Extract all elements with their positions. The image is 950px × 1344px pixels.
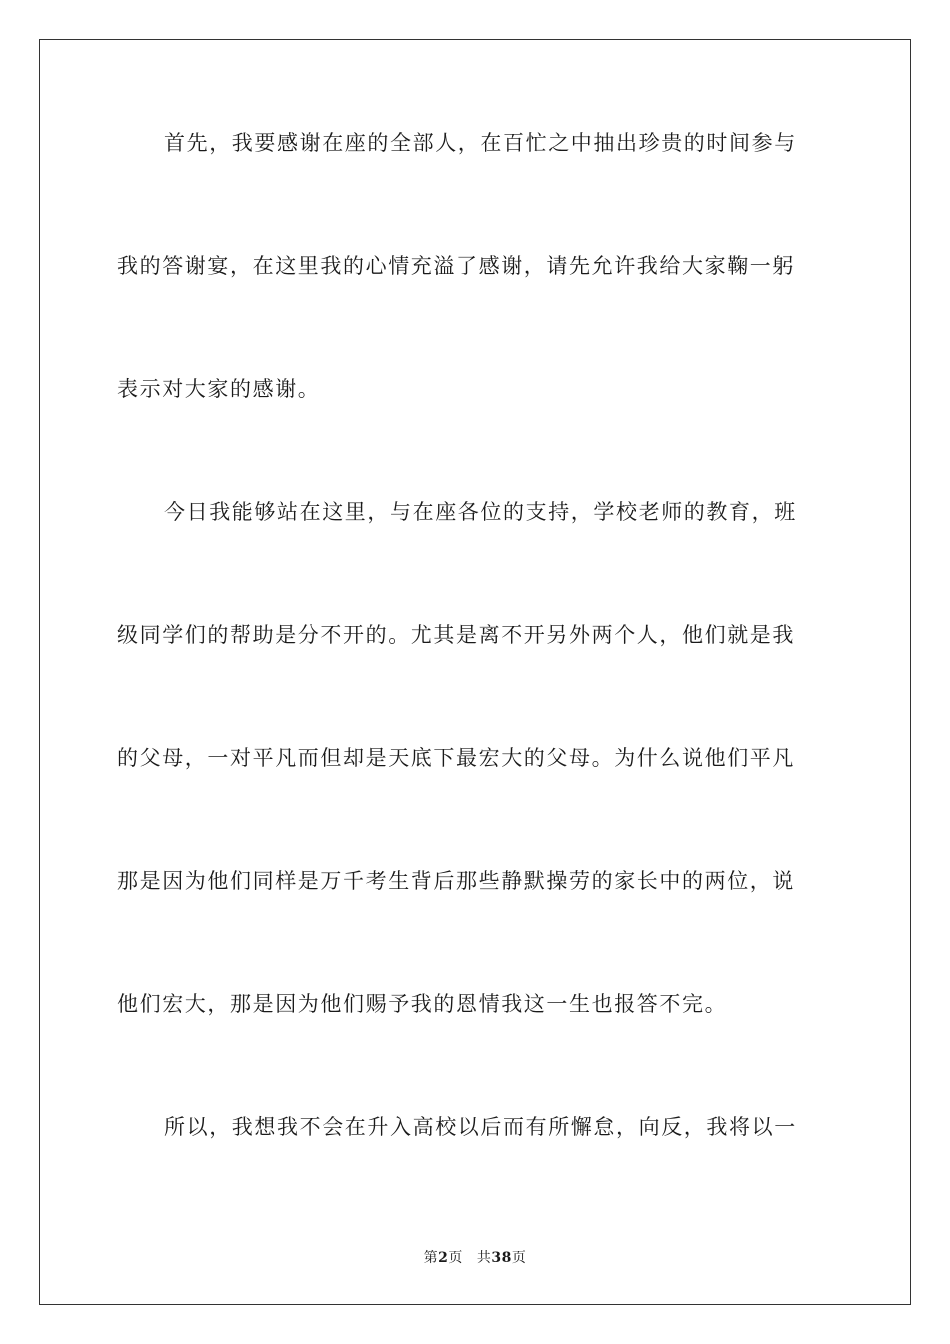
paragraph-line: 首先，我要感谢在座的全部人，在百忙之中抽出珍贵的时间参与 [164,131,797,155]
page-number: 2 [438,1250,449,1266]
total-prefix: 共 [476,1250,492,1266]
total-suffix: 页 [511,1250,527,1266]
paragraph-line: 那是因为他们同样是万千考生背后那些静默操劳的家长中的两位，说 [117,869,795,893]
paragraph-line: 他们宏大，那是因为他们赐予我的恩情我这一生也报答不完。 [117,992,728,1016]
paragraph-line: 今日我能够站在这里，与在座各位的支持，学校老师的教育，班 [164,500,797,524]
paragraph-line: 表示对大家的感谢。 [117,377,321,401]
total-pages: 38 [491,1250,512,1266]
paragraph-line: 级同学们的帮助是分不开的。尤其是离不开另外两个人，他们就是我 [117,623,795,647]
paragraph-line: 我的答谢宴，在这里我的心情充溢了感谢，请先允许我给大家鞠一躬 [117,254,795,278]
page-prefix: 第 [423,1250,439,1266]
paragraph-line: 的父母，一对平凡而但却是天底下最宏大的父母。为什么说他们平凡 [117,746,795,770]
paragraph-line: 所以，我想我不会在升入高校以后而有所懈怠，向反，我将以一 [164,1115,797,1139]
page-footer [0,1247,950,1267]
page-suffix: 页 [448,1250,463,1266]
document-body [117,128,837,1235]
